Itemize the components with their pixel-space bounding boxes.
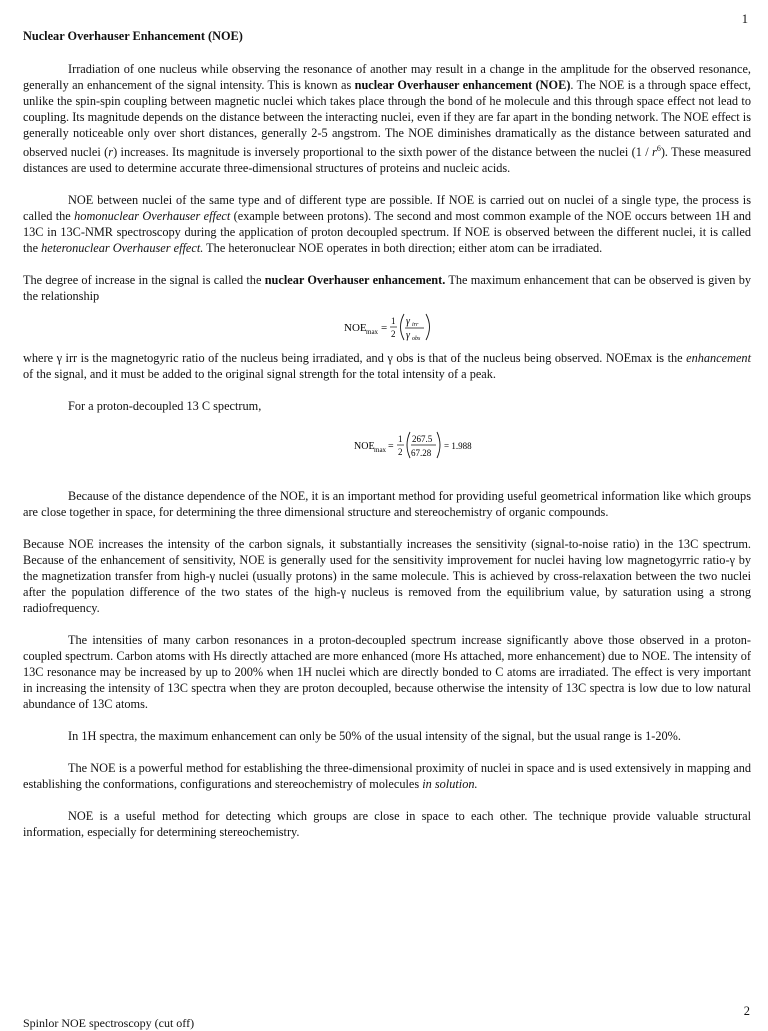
equation-noe-max-general bbox=[23, 310, 751, 344]
paragraph-sensitivity: Because NOE increases the intensity of the carbon signals, it substantially increases the sensitivity (signal-to-noise ratio) in the 13C spectrum. Because of the enhancement of sensitivity, NOE is generally used for the sensitivity improvement for nuclei having low magnetogyrric ratio-γ by the magnetization transfer from high-γ nuclei (usually protons) in the same molecule. This is achieved by cross-relaxation between the two nuclei after the population difference of the two states of the high-γ nucleus is removed from the equilibrium value, by saturation using a strong radiofrequency. bbox=[23, 537, 751, 616]
page-number-bottom: 2 bbox=[743, 1004, 750, 1018]
paragraph-distance-dependence: Because of the distance dependence of the NOE, it is an important method for providing useful geometrical information like which groups are close together in space, for determining the three dimensional structure and stereochemistry of organic compounds. bbox=[23, 489, 751, 520]
paragraph-intro: Irradiation of one nucleus while observing the resonance of another may result in a change in the amplitude for the observed resonance, generally an enhancement of the signal intensity. This is known as nuclear Overhauser enhancement (NOE). The NOE is a through space effect, unlike the spin-spin coupling between magnetic nuclei which takes place through the bond of he molecule and this through space effect not lead to coupling. Its magnitude depends on the distance between the interacting nuclei, even if they are far apart in the bonding network. The NOE effect is generally noticeable only over short distances, generally 2-5 angstrom. The NOE diminishes dramatically as the distance between saturated and observed nuclei (r) increases. Its magnitude is inversely proportional to the sixth power of the distance between the nuclei $(1 / r^6)$. These measured distances are used to determine accurate three-dimensional structures of proteins and nucleic acids. bbox=[23, 62, 751, 176]
svg-text:γ: γ bbox=[406, 316, 410, 328]
svg-text:NOE: NOE bbox=[344, 322, 367, 335]
svg-text:NOE: NOE bbox=[354, 441, 375, 453]
section-heading: Nuclear Overhauser Enhancement (NOE) bbox=[23, 29, 243, 43]
svg-text:1: 1 bbox=[391, 316, 396, 327]
equation-noe-max-13c bbox=[23, 428, 751, 462]
svg-text:2: 2 bbox=[391, 329, 396, 340]
next-page-heading-cut: Spinlor NOE spectroscopy (cut off) bbox=[23, 1016, 195, 1030]
svg-text:2: 2 bbox=[398, 447, 403, 458]
paragraph-enhancement-definition: The degree of increase in the signal is called the nuclear Overhauser enhancement. The maximum enhancement that can be observed is given by the relationship bbox=[23, 273, 752, 304]
svg-text:267.5: 267.5 bbox=[412, 434, 433, 445]
paragraph-3d-proximity: The NOE is a powerful method for establishing the three-dimensional proximity of nuclei in space and is used extensively in mapping and establishing the conformations, configurations and stereochemistry of molecules in solution. bbox=[23, 761, 751, 792]
svg-text:irr: irr bbox=[412, 322, 419, 329]
paragraph-gamma-explanation: where γ irr is the magnetogyric ratio of the nucleus being irradiated, and γ obs is that of the nucleus being observed. NOEmax is the enhancement of the signal, and it must be added to the original signal strength for the total intensity of a peak. bbox=[23, 351, 751, 382]
svg-text:= 1.988: = 1.988 bbox=[444, 441, 472, 452]
paragraph-noe-types: NOE between nuclei of the same type and of different type are possible. If NOE is carried out on nuclei of a single type, the process is called the homonuclear Overhauser effect (example between protons). The second and most common example of the NOE occurs between 1H and 13C in 13C-NMR spectroscopy during the application of proton decoupled spectrum. If NOE is observed between the different nuclei, it is called the heteronuclear Overhauser effect. The heteronuclear NOE operates in both direction; either atom can be irradiated. bbox=[23, 193, 751, 256]
paragraph-carbon-resonances: The intensities of many carbon resonances in a proton-decoupled spectrum increase significantly above those observed in a proton-coupled spectrum. Carbon atoms with Hs directly attached are more enhanced (more Hs attached, more enhancement) due to NOE. The intensity of 13C resonance may be increased by up to 200% when 1H nuclei which are directly bonded to C atoms are irradiated. The effect is very important in increasing the intensity of 13C spectra when they are proton decoupled, because otherwise the intensity of 13C spectra is low due to low natural abundance of 13C atoms. bbox=[23, 633, 751, 712]
svg-text:=: = bbox=[381, 322, 388, 335]
svg-text:1: 1 bbox=[398, 434, 403, 445]
paragraph-proton-decoupled: For a proton-decoupled 13 C spectrum, bbox=[68, 399, 262, 414]
document-page bbox=[23, 28, 751, 840]
paragraph-1h-spectra: In 1H spectra, the maximum enhancement can only be 50% of the usual intensity of the signal, but the usual range is 1-20%. bbox=[68, 729, 681, 744]
svg-text:γ: γ bbox=[406, 330, 410, 342]
svg-text:max: max bbox=[366, 328, 379, 337]
page-number-top: 1 bbox=[741, 12, 748, 26]
svg-text:max: max bbox=[374, 446, 387, 455]
svg-text:67.28: 67.28 bbox=[411, 448, 432, 459]
svg-text:=: = bbox=[388, 441, 394, 453]
svg-text:obs: obs bbox=[412, 336, 421, 343]
paragraph-useful-method: NOE is a useful method for detecting which groups are close in space to each other. The technique provide valuable structural information, especially for determining stereochemistry. bbox=[23, 809, 751, 840]
